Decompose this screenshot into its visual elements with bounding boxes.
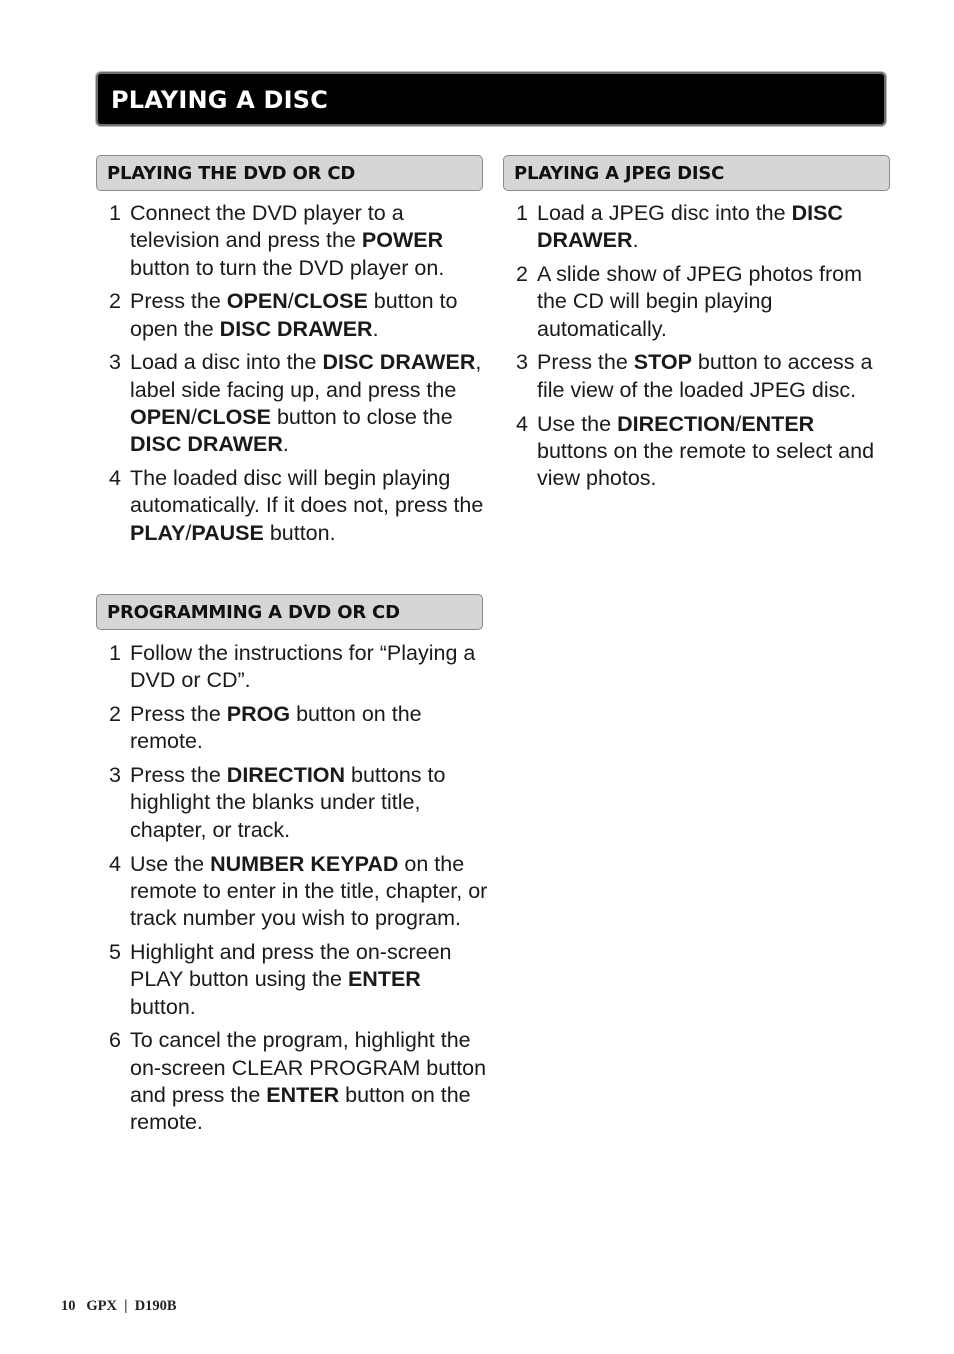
step-number: 3: [109, 350, 121, 375]
step-text: /: [190, 405, 197, 430]
step-number: 1: [109, 641, 121, 665]
step-keyword: OPEN: [130, 405, 191, 430]
step-number: 1: [109, 201, 121, 225]
step-keyword: POWER: [361, 228, 444, 253]
step-keyword: DIRECTION: [617, 411, 736, 436]
page-footer: [61, 1298, 177, 1315]
step-keyword: OPEN: [226, 289, 288, 314]
footer-separator: |: [124, 1298, 128, 1314]
step-text: button.: [130, 994, 196, 1019]
step-item: [96, 465, 488, 547]
step-number: 3: [516, 350, 528, 375]
step-keyword: PLAY: [130, 520, 186, 545]
step-number: 4: [109, 851, 121, 876]
section-heading: PROGRAMMING A DVD OR CD: [107, 602, 400, 623]
step-text: Press the: [130, 289, 227, 314]
step-number: 2: [109, 289, 121, 314]
step-number: 5: [109, 939, 121, 964]
step-number: 1: [516, 201, 528, 225]
step-keyword: DISC DRAWER: [130, 432, 283, 457]
step-text: Press the: [130, 702, 227, 727]
step-keyword: PROG: [226, 702, 291, 727]
step-text: /: [287, 289, 294, 314]
section-heading: PLAYING THE DVD OR CD: [107, 163, 356, 184]
footer-brand: GPX: [86, 1298, 117, 1314]
step-number: 6: [109, 1028, 121, 1053]
step-number: 3: [109, 763, 121, 788]
step-number: 2: [516, 262, 528, 287]
step-text: button on the remote.: [130, 702, 422, 754]
step-text: .: [372, 316, 379, 341]
step-keyword: ENTER: [347, 967, 421, 992]
step-keyword: ENTER: [266, 1082, 340, 1107]
step-text: The loaded disc will begin playing automatically. If it does not, press the: [130, 466, 484, 518]
step-number: 4: [109, 466, 121, 491]
step-item: [96, 701, 488, 756]
step-text: button to close the: [271, 405, 453, 430]
steps-list-playing-dvd: [96, 200, 488, 554]
step-item: [96, 939, 488, 1021]
step-item: [96, 1027, 488, 1136]
step-text: Load a disc into the: [130, 350, 323, 375]
step-text: .: [282, 432, 289, 457]
step-text: buttons on the remote to select and view photos.: [537, 438, 875, 491]
step-text: on the remote to enter in the title, chapter, or track number you wish to program.: [130, 851, 488, 931]
step-item: [96, 851, 488, 933]
step-text: Load a JPEG disc into the: [537, 201, 792, 225]
step-text: Follow the instructions for “Playing a DVD or CD”.: [130, 641, 476, 693]
steps-list-jpeg: [503, 200, 887, 499]
step-item: [96, 288, 488, 343]
step-text: Use the: [537, 411, 618, 436]
footer-model: D190B: [134, 1298, 177, 1314]
page-title-banner: [96, 72, 886, 126]
page-title: PLAYING A DISC: [111, 86, 329, 114]
step-text: button to access a file view of the loaded JPEG disc.: [537, 350, 873, 402]
step-item: [503, 411, 887, 493]
step-number: 4: [516, 411, 528, 436]
step-item: [96, 640, 488, 695]
step-keyword: DISC DRAWER: [322, 350, 476, 375]
step-text: Highlight and press the on-screen PLAY button using the: [130, 939, 452, 992]
step-keyword: CLOSE: [293, 289, 368, 314]
step-text: button.: [263, 520, 336, 545]
step-keyword: STOP: [633, 350, 692, 375]
step-item: [503, 349, 887, 404]
step-text: /: [735, 411, 742, 436]
step-item: [503, 261, 887, 343]
step-keyword: PAUSE: [191, 520, 264, 545]
section-header-programming: [96, 594, 483, 630]
step-keyword: DISC DRAWER: [537, 201, 843, 253]
step-item: [96, 349, 488, 458]
step-keyword: DISC DRAWER: [219, 316, 373, 341]
section-heading: PLAYING A JPEG DISC: [514, 163, 725, 184]
step-text: .: [632, 228, 639, 253]
step-text: , label side facing up, and press the: [130, 350, 482, 402]
step-keyword: NUMBER KEYPAD: [210, 851, 399, 876]
section-header-jpeg: [503, 155, 890, 191]
step-item: [96, 762, 488, 844]
step-text: buttons to highlight the blanks under title, chapter, or track.: [130, 763, 446, 842]
step-text: Connect the DVD player to a television and press the: [130, 201, 404, 253]
step-keyword: CLOSE: [196, 405, 271, 430]
step-text: Press the: [130, 763, 227, 788]
step-keyword: ENTER: [741, 411, 815, 436]
step-text: button on the remote.: [130, 1082, 471, 1135]
step-text: Use the: [130, 851, 211, 876]
step-item: [503, 200, 887, 255]
step-keyword: DIRECTION: [226, 763, 346, 788]
step-text: button to turn the DVD player on.: [130, 255, 445, 280]
steps-list-programming: [96, 640, 488, 1143]
page-number: 10: [61, 1298, 76, 1314]
section-header-playing-dvd: [96, 155, 483, 191]
step-text: A slide show of JPEG photos from the CD will begin playing automatically.: [537, 262, 863, 341]
step-text: Press the: [537, 350, 634, 375]
step-text: To cancel the program, highlight the on-screen CLEAR PROGRAM button and press the: [130, 1028, 487, 1107]
step-text: /: [185, 520, 192, 545]
step-item: [96, 200, 488, 282]
step-number: 2: [109, 702, 121, 727]
step-text: button to open the: [130, 289, 458, 341]
